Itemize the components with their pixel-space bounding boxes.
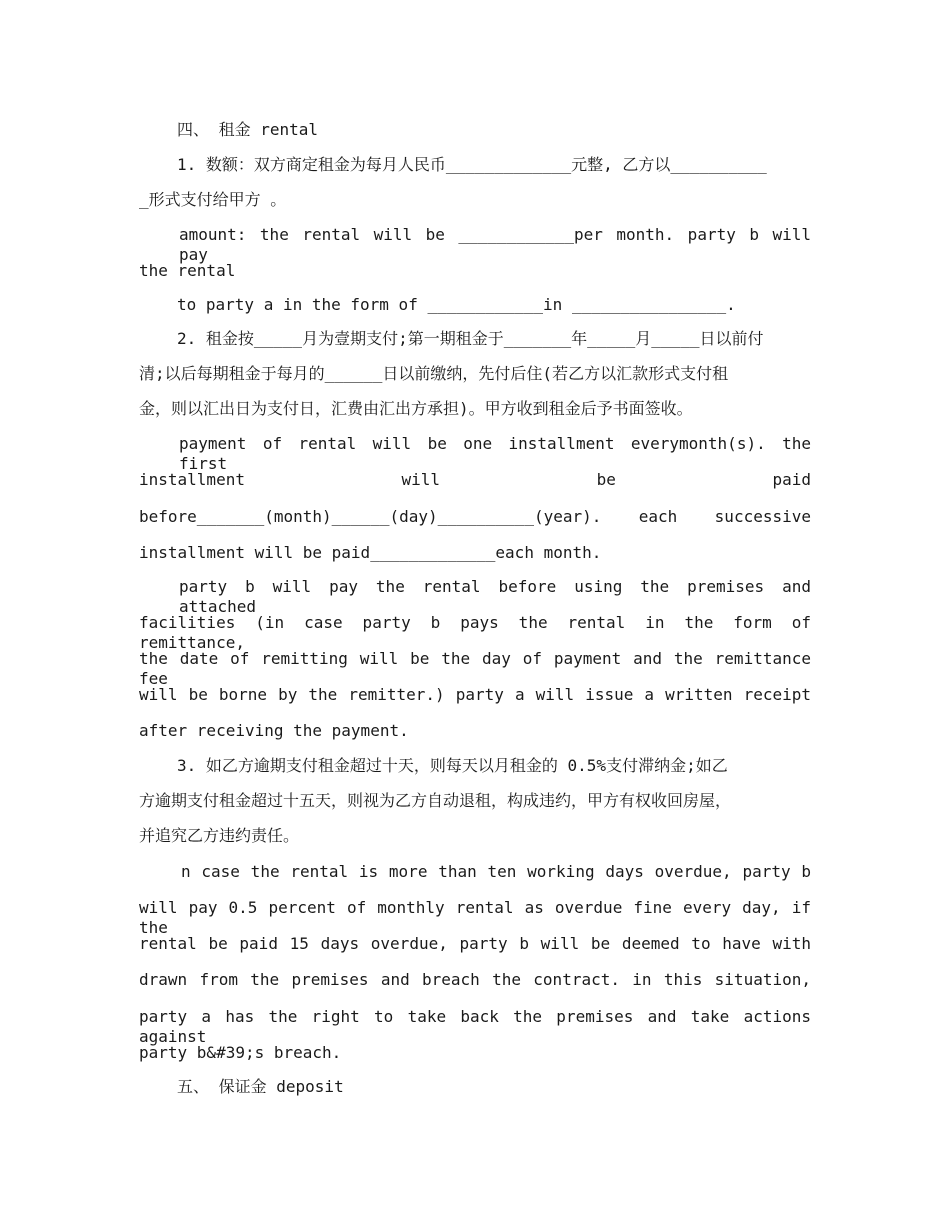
clause-3-en-line: party b&#39;s breach. (139, 1043, 342, 1062)
clause-1-en-line: amount: the rental will be ____________per month. party b will pay (179, 225, 811, 264)
clause-2-en-paragraph-line: after receiving the payment. (139, 721, 409, 740)
clause-1-cn-line: 1. 数额：双方商定租金为每月人民币_____________元整, 乙方以__________ (177, 155, 767, 174)
clause-2-en-paragraph-line: facilities (in case party b pays the rental in the form of remittance, (139, 613, 811, 652)
clause-1-en-line: to party a in the form of ____________in ________________. (177, 295, 736, 314)
clause-3-cn-line: 方逾期支付租金超过十五天，则视为乙方自动退租，构成违约，甲方有权收回房屋， (139, 791, 732, 810)
clause-3-en-line: rental be paid 15 days overdue, party b will be deemed to have with (139, 934, 811, 953)
clause-1-en-line: the rental (139, 261, 236, 280)
clause-2-en-paragraph-line: the date of remitting will be the day of payment and the remittance fee (139, 649, 811, 688)
clause-2-en-line: installment will be paid_____________each month. (139, 543, 602, 562)
clause-3-cn-line: 3. 如乙方逾期支付租金超过十天，则每天以月租金的 0.5%支付滞纳金;如乙 (177, 756, 728, 775)
clause-3-cn-line: 并追究乙方违约责任。 (139, 826, 300, 845)
section-5-heading: 五、 保证金 deposit (177, 1077, 344, 1096)
clause-3-en-line: n case the rental is more than ten working days overdue, party b (181, 862, 811, 881)
clause-3-en-line: drawn from the premises and breach the contract. in this situation, (139, 970, 811, 989)
clause-2-en-line: payment of rental will be one installment everymonth(s). the first (179, 434, 811, 473)
clause-2-en-paragraph-line: will be borne by the remitter.) party a will issue a written receipt (139, 685, 811, 704)
clause-2-en-line: before_______(month)______(day)__________(year). each successive (139, 507, 811, 526)
clause-3-en-line: will pay 0.5 percent of monthly rental as overdue fine every day, if the (139, 898, 811, 937)
clause-2-cn-line: 清;以后每期租金于每月的______日以前缴纳，先付后住(若乙方以汇款形式支付租 (139, 364, 729, 383)
clause-1-cn-line: _形式支付给甲方 。 (139, 190, 287, 209)
clause-3-en-line: party a has the right to take back the premises and take actions against (139, 1007, 811, 1046)
section-4-heading: 四、 租金 rental (177, 120, 319, 139)
clause-2-cn-line: 2. 租金按_____月为壹期支付;第一期租金于_______年_____月_____日以前付 (177, 329, 764, 348)
clause-2-en-paragraph-line: party b will pay the rental before using the premises and attached (179, 577, 811, 616)
clause-2-en-line: installment will be paid (139, 470, 811, 489)
clause-2-cn-line: 金，则以汇出日为支付日，汇费由汇出方承担)。甲方收到租金后予书面签收。 (139, 399, 693, 418)
